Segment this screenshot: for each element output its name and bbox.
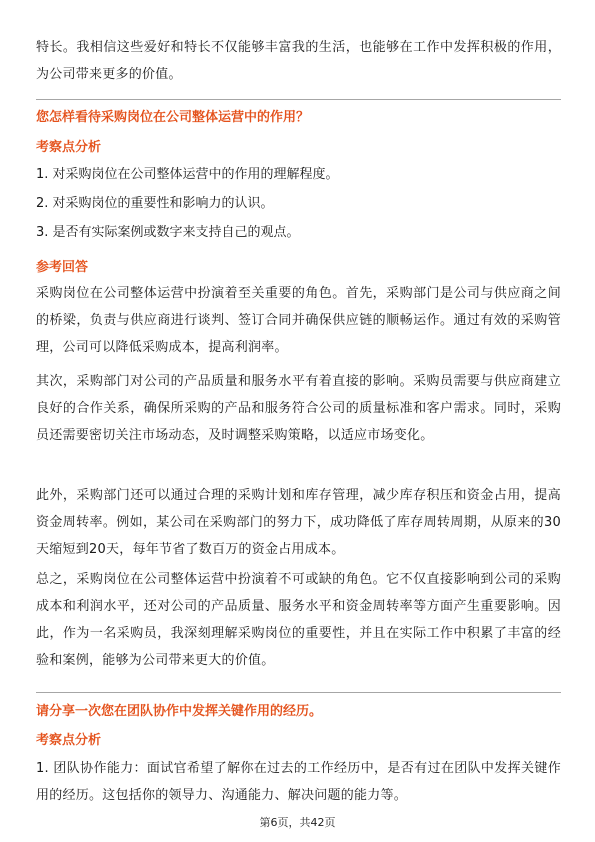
- answer-paragraph: 此外，采购部门还可以通过合理的采购计划和库存管理，减少库存积压和资金占用，提高资金周转率。例如，某公司在采购部门的努力下，成功降低了库存周转周期，从原来的30天缩短到20天，每年节省了数百万的资金占用成本。: [36, 488, 561, 557]
- analysis-label: 考察点分析: [36, 140, 102, 155]
- answer-label: 参考回答: [36, 260, 89, 275]
- analysis-item: 2. 对采购岗位的重要性和影响力的认识。: [36, 196, 274, 211]
- page-number: 第6页，共42页: [259, 816, 336, 829]
- analysis-item: 1. 团队协作能力：面试官希望了解你在过去的工作经历中，是否有过在团队中发挥关键作用的经历。这包括你的领导力、沟通能力、解决问题的能力等。: [36, 761, 561, 803]
- section-divider: [36, 692, 561, 693]
- answer-paragraph: 其次，采购部门对公司的产品质量和服务水平有着直接的影响。采购员需要与供应商建立良好的合作关系，确保所采购的产品和服务符合公司的质量标准和客户需求。同时，采购员还需要密切关注市场动态，及时调整采购策略，以适应市场变化。: [36, 374, 561, 443]
- answer-paragraph: 总之，采购岗位在公司整体运营中扮演着不可或缺的角色。它不仅直接影响到公司的采购成本和利润水平，还对公司的产品质量、服务水平和资金周转率等方面产生重要影响。因此，作为一名采购员，我深刻理解采购岗位的重要性，并且在实际工作中积累了丰富的经验和案例，能够为公司带来更大的价值。: [36, 572, 561, 668]
- question-heading: 请分享一次您在团队协作中发挥关键作用的经历。: [36, 704, 323, 719]
- analysis-item: 1. 对采购岗位在公司整体运营中的作用的理解程度。: [36, 167, 339, 182]
- answer-paragraph: 采购岗位在公司整体运营中扮演着至关重要的角色。首先，采购部门是公司与供应商之间的桥梁，负责与供应商进行谈判、签订合同并确保供应链的顺畅运作。通过有效的采购管理，公司可以降低采购成本，提高利润率。: [36, 286, 561, 355]
- intro-paragraph: 特长。我相信这些爱好和特长不仅能够丰富我的生活，也能够在工作中发挥积极的作用，为公司带来更多的价值。: [36, 40, 561, 82]
- analysis-label: 考察点分析: [36, 733, 102, 748]
- question-heading: 您怎样看待采购岗位在公司整体运营中的作用？: [36, 110, 310, 125]
- analysis-item: 3. 是否有实际案例或数字来支持自己的观点。: [36, 225, 300, 240]
- section-divider: [36, 99, 561, 100]
